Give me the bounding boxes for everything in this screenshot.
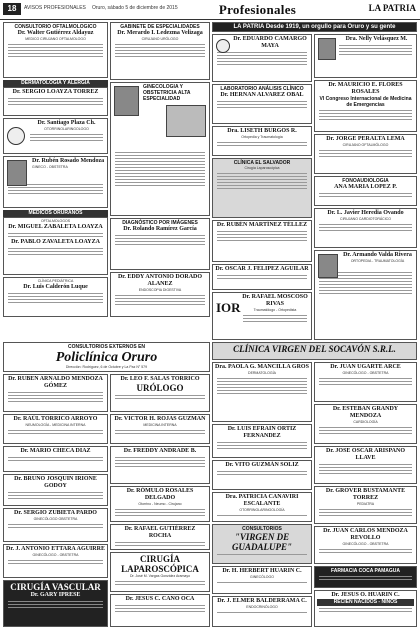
- ad-bustamante: Dr. GROVER BUSTAMANTE TORREZ PEDIATRA: [314, 486, 417, 524]
- ad-arispano: Dr. JOSE OSCAR ARISPANO LLAVE: [314, 446, 417, 484]
- ad-dorado: Dr. EDDY ANTONIO DORADO ALANEZ ENDOSCOPIA DIGESTIVA: [110, 272, 210, 317]
- ad-congreso: Dr. MAURICIO E. FLORES ROSALES VI Congreso Internacional de Medicina de Emergencias: [314, 80, 417, 132]
- ad-ettara: Dr. J. ANTONIO ETTARA AGUIRRE GINECÓLOGO - OBSTETRA: [3, 544, 108, 578]
- ad-torrico: Dr. RAÚL TORRICO ARROYO NEUMOLOGÍA - MEDICINA INTERNA: [3, 414, 108, 444]
- ad-ledezma: GABINETE DE ESPECIALIDADES Dr. Merardo I. Ledezma Velizaga CIRUJANO URÓLOGO: [110, 22, 210, 80]
- ad-valda: Dr. Armando Valda Rivera ORTOPEDIA - TRAUMATOLOGÍA: [314, 250, 417, 340]
- section-banner: Profesionales: [218, 2, 297, 17]
- doctor-photo: [318, 254, 338, 278]
- doctor-photo: [318, 38, 336, 60]
- ad-rojas: Dr. VICTOR H. ROJAS GUZMAN MEDICINA INTERNA: [110, 414, 210, 444]
- ad-medicos-title: MEDICOS ORURANOS: [3, 210, 108, 217]
- ad-vito: Dr. VITO GUZMÁN SOLIZ: [212, 460, 312, 490]
- ad-peralta: Dr. JORGE PERALTA LEMA CIRUJANO OFTALMÓLOGO: [314, 134, 417, 174]
- ad-laparoscopica: CIRUGÍA LAPAROSCÓPICA Dr. José M. Vargas González Aramayo: [110, 552, 210, 592]
- ad-salas: Dr. LEO F. SALAS TORRICO URÓLOGO: [110, 374, 210, 412]
- ad-cano: Dr. JESUS C. CANO OCA: [110, 594, 210, 627]
- ad-velasquez: Dra. Nelly Velásquez M.: [314, 34, 417, 78]
- ad-calderon: CLÍNICA PEDIÁTRICA Dr. Luis Calderón Luque: [3, 277, 108, 317]
- orl-logo-icon: [7, 127, 25, 145]
- ad-huanca: Dr. H. HERBERT HUARIN C. GINECÓLOGO: [212, 566, 312, 594]
- ad-medicos-oftalmologos: OFTALMOLOGOS Dr. MIGUEL ZABALETA LOAYZA Dr. PABLO ZAVALETA LOAYZA: [3, 217, 108, 275]
- ad-dermatologia: Dr. SERGIO LOAYZA TORREZ: [3, 87, 108, 116]
- ad-farmacia: FARMACIA COCA PAMAGUA: [314, 566, 417, 588]
- ad-huarin: Dr. JESUS O. HUARIN C. RECIÉN NACIDOS - NIÑOS: [314, 590, 417, 627]
- clinic-logo-icon: [216, 39, 230, 53]
- ad-fonoaudiologia: FONOAUDIOLOGIA ANA MARIA LOPEZ P.: [314, 176, 417, 206]
- ad-mendoza: Dr. RUBEN ARNALDO MENDOZA GÓMEZ: [3, 374, 108, 412]
- ad-andrade: Dr. FREDDY ANDRADE B.: [110, 446, 210, 484]
- ad-virgen-socavon: CLÍNICA VIRGEN DEL SOCAVÓN S.R.L.: [212, 342, 417, 360]
- ad-dermatologia-title: DERMATOLOGIA Y ALERGIA: [3, 80, 108, 87]
- doctor-photo: [7, 160, 27, 186]
- ad-grandy: Dr. ESTEBAN GRANDY MENDOZA CARDIOLOGÍA: [314, 404, 417, 444]
- ad-rosales: Dr. RÓMULO ROSALES DELGADO Otorrino - Neumo - Cirujano: [110, 486, 210, 522]
- ad-felipez: Dr. OSCAR J. FELIPEZ AGUILAR: [212, 264, 312, 290]
- ad-orl: Dr. Santiago Plaza Ch. OTORRINOLARINGOLOGO: [3, 118, 108, 154]
- ad-ior: IOR Dr. RAFAEL MOSCOSO RIVAS Traumatólogo - Ortopedista: [212, 292, 312, 340]
- masthead: LA PATRIA: [368, 3, 416, 13]
- ad-gutierrez-rocha: Dr. RAFAEL GUTIÉRREZ ROCHA: [110, 524, 210, 550]
- ad-guadalupe: CONSULTORIOS "VIRGEN DE GUADALUPE": [212, 524, 312, 564]
- ad-vascular: CIRUGÍA VASCULAR Dr. GARY IPRESE: [3, 580, 108, 627]
- ad-balderrama: Dr. J. ELMER BALDERRAMA C. ENDOCRINÓLOGO: [212, 596, 312, 627]
- page-number: 18: [3, 3, 21, 15]
- ad-laboratorio: LABORATORIO ANÁLISIS CLÍNICO Dr. HERNAN ALVAREZ OBAL: [212, 84, 312, 124]
- page-header: [0, 0, 420, 20]
- ad-mendoza-revollo: Dr. JUAN CARLOS MENDOZA REVOLLO GINECÓLOGO - OBSTETRA: [314, 526, 417, 564]
- ad-ginecologia: GINECOLOGIA Y OBSTETRICIA ALTA ESPECIALIDAD: [110, 82, 210, 216]
- ad-ortiz: Dr. LUIS EFRAIN ORTIZ FERNANDEZ: [212, 424, 312, 458]
- ad-martinez: Dr. RUBÉN MARTÍNEZ TÉLLEZ: [212, 220, 312, 262]
- ad-canaviri: Dra. PATRICIA CANAVIRI ESCALANTE OTORRINOLARINGOLOGÍA: [212, 492, 312, 522]
- section-label: AVISOS PROFESIONALES: [24, 5, 86, 11]
- ad-burgos: Dra. LISETH BURGOS R. Ortopedia y Traumatología: [212, 126, 312, 156]
- ad-checa: Dr. MARIO CHECA DIAZ: [3, 446, 108, 472]
- ad-policlinica: CONSULTORIOS EXTERNOS EN Policlínica Oruro Dirección: Rodríguez, 6 de Octubre y La Paz N° 579: [3, 342, 210, 372]
- ad-salvador: CLÍNICA EL SALVADOR Cirugía Laparoscópica: [212, 158, 312, 218]
- ad-ugarte: Dr. JUAN UGARTE ARCE GINECÓLOGO - OBSTETRA: [314, 362, 417, 402]
- ior-logo: IOR: [216, 300, 241, 315]
- ad-loza: Dr. Rubén Rosado Mendoza GINECO - OBSTETRA: [3, 156, 108, 208]
- ad-mancilla: Dra. PAOLA G. MANCILLA GROS DERMATOLOGÍA: [212, 362, 312, 422]
- doctor-photo: [114, 86, 139, 116]
- page-date: Oruro, sábado 5 de diciembre de 2015: [92, 5, 178, 11]
- ad-camargo: Dr. EDUARDO CAMARGO MAYA: [212, 34, 312, 82]
- patria-banner: LA PATRIA Desde 1919, un orgullo para Oruro y su gente: [212, 22, 417, 32]
- ad-godoy: Dr. BRUNO JOSQUIN IRIONE GODOY: [3, 474, 108, 506]
- ad-zubieta: Dr. SERGIO ZUBIETA PARDO GINECÓLOGO OBSTETRA: [3, 508, 108, 542]
- ultrasound-image: [166, 105, 206, 137]
- ad-heredia: Dr. L. Javier Heredia Ovando CIRUJANO CARDIOTORÁCICO: [314, 208, 417, 248]
- ad-diagnostico: DIAGNÓSTICO POR IMÁGENES Dr. Rolando Ramírez García: [110, 218, 210, 270]
- ad-gutierrez: CONSULTORIO OFTALMOLOGICO Dr. Walter Gutiérrez Aldayuz MEDICO CIRUJANO OFTALMOLOGO: [3, 22, 108, 78]
